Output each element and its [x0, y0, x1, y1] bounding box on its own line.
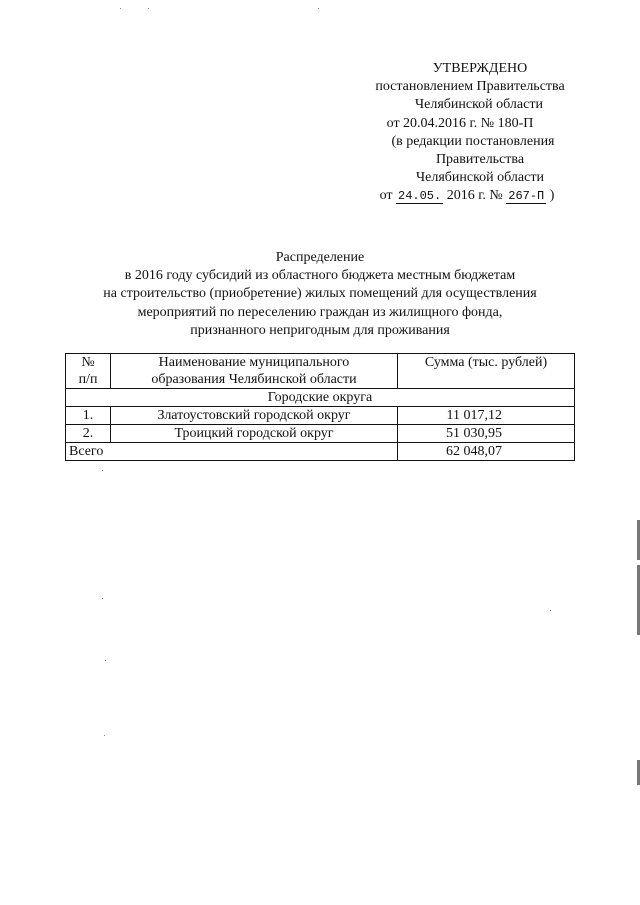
total-label: Всего: [66, 443, 398, 461]
scan-speck: [104, 735, 105, 736]
header-number-line: №: [81, 355, 95, 370]
scan-speck: [102, 470, 103, 471]
table-row: [66, 407, 575, 425]
header-name: [111, 354, 398, 389]
amendment-mid: 2016 г. №: [446, 188, 503, 204]
header-name-line: Наименование муниципального: [158, 355, 350, 370]
title-line: Распределение: [275, 250, 365, 265]
approval-line: постановлением Правительства: [375, 79, 565, 95]
table-header-row: [66, 354, 575, 389]
group-label: Городские округа: [66, 389, 575, 407]
amendment-date: 24.05.: [398, 189, 442, 204]
approval-heading: УТВЕРЖДЕНО: [432, 61, 528, 76]
row-name: Златоустовский городской округ: [111, 407, 398, 425]
approval-block: [360, 60, 580, 206]
scan-speck: [148, 8, 149, 9]
row-name: Троицкий городской округ: [111, 425, 398, 443]
distribution-table: [65, 353, 575, 461]
approval-line: от 20.04.2016 г. № 180-П: [386, 115, 534, 131]
title-line: признанного непригодным для проживания: [190, 322, 450, 338]
scan-speck: [102, 598, 103, 599]
header-number-line: п/п: [78, 372, 98, 387]
scan-speck: [105, 660, 106, 661]
approval-line: Правительства: [435, 152, 525, 168]
header-number: [66, 354, 111, 389]
approval-line: Челябинской области: [416, 170, 544, 186]
total-row: [66, 443, 575, 461]
approval-line: Челябинской области: [415, 97, 543, 113]
header-name-line: образования Челябинской области: [151, 372, 357, 387]
group-row: [66, 389, 575, 407]
scan-speck: [120, 8, 121, 9]
row-sum: 11 017,12: [398, 407, 575, 425]
title-line: в 2016 году субсидий из областного бюджета местным бюджетам: [124, 268, 516, 284]
row-number: 2.: [66, 425, 111, 443]
title-line: мероприятий по переселению граждан из жилищного фонда,: [137, 304, 503, 320]
title-line: на строительство (приобретение) жилых помещений для осуществления: [103, 286, 537, 302]
amendment-line: [354, 187, 580, 205]
scan-speck: [550, 610, 551, 611]
table-row: [66, 425, 575, 443]
amendment-suffix: ): [549, 188, 555, 204]
row-number: 1.: [66, 407, 111, 425]
scan-speck: [318, 8, 319, 9]
total-sum: 62 048,07: [398, 443, 575, 461]
header-sum: Сумма (тыс. рублей): [398, 354, 575, 389]
amendment-number: 267-П: [508, 189, 545, 204]
approval-line: (в редакции постановления: [391, 133, 555, 149]
document-title: [60, 249, 580, 340]
row-sum: 51 030,95: [398, 425, 575, 443]
amendment-prefix: от: [379, 188, 393, 204]
